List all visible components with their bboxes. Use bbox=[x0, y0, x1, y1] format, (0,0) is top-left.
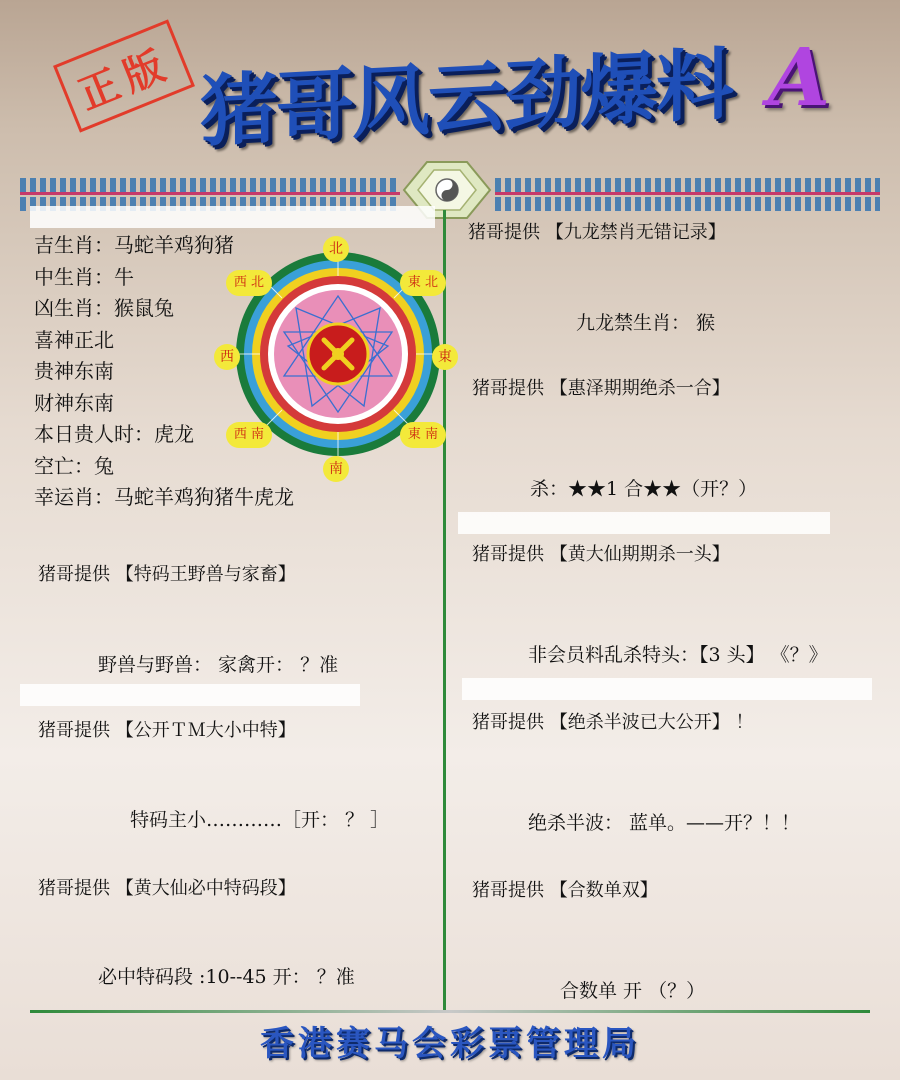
compass-east: 東 bbox=[432, 344, 458, 370]
section-body: 杀：★★1 合★★（开？） bbox=[530, 478, 758, 500]
section-body: 野兽与野兽： 家禽开： ？准 bbox=[98, 654, 339, 676]
section-header: 猪哥提供 【特码王野兽与家畜】 bbox=[38, 564, 296, 585]
compass-northeast: 東 北 bbox=[400, 270, 446, 296]
section-header: 猪哥提供 【绝杀半波已大公开】 ！ bbox=[472, 712, 754, 733]
almanac-line: 幸运肖：马蛇羊鸡狗猪牛虎龙 bbox=[34, 485, 294, 509]
section-body: 非会员料乱杀特头：【3 头】 《？》 bbox=[528, 644, 828, 666]
almanac-line: 本日贵人时：虎龙 bbox=[34, 422, 194, 446]
almanac-line: 喜神正北 bbox=[34, 327, 114, 352]
section-header: 猪哥提供 【公开ＴＭ大小中特】 bbox=[38, 720, 296, 741]
compass-southeast: 東 南 bbox=[400, 422, 446, 448]
section-body: 绝杀半波： 蓝单。——开？！！ bbox=[528, 812, 801, 834]
edition-letter: A bbox=[768, 30, 831, 124]
band bbox=[30, 206, 435, 228]
section-header: 猪哥提供 【惠泽期期绝杀一合】 bbox=[472, 378, 730, 399]
almanac-line: 吉生肖：马蛇羊鸡狗猪 bbox=[34, 233, 234, 257]
compass-southwest: 西 南 bbox=[226, 422, 272, 448]
compass-northwest: 西 北 bbox=[226, 270, 272, 296]
section-header: 猪哥提供 【合数单双】 bbox=[472, 880, 658, 901]
band bbox=[462, 678, 872, 700]
almanac-line: 财神东南 bbox=[34, 390, 114, 415]
band bbox=[20, 684, 360, 706]
page-title: 猪哥风云劲爆料 bbox=[200, 40, 733, 158]
compass-south: 南 bbox=[323, 456, 349, 482]
section-body: 合数单 开 （？） bbox=[560, 980, 706, 1002]
section-body: 九龙禁生肖： 猴 bbox=[576, 312, 716, 334]
section-body: 特码主小…………［开： ？ ］ bbox=[130, 809, 390, 831]
band bbox=[458, 512, 830, 534]
compass-north: 北 bbox=[323, 236, 349, 262]
section-header: 猪哥提供 【九龙禁肖无错记录】 bbox=[468, 222, 726, 243]
section-body: 必中特码段 :10--45 开： ？准 bbox=[98, 966, 355, 988]
footer-divider bbox=[30, 1010, 870, 1013]
almanac-line: 空亡：兔 bbox=[34, 453, 114, 478]
almanac-line: 中生肖：牛 bbox=[34, 264, 134, 289]
footer-title: 香港赛马会彩票管理局 bbox=[260, 1024, 640, 1064]
section-header: 猪哥提供 【黄大仙必中特码段】 bbox=[38, 878, 296, 899]
compass-west: 西 bbox=[214, 344, 240, 370]
almanac-line: 贵神东南 bbox=[34, 359, 114, 383]
authentic-stamp: 正版 bbox=[53, 19, 195, 132]
wave-divider-right bbox=[495, 178, 880, 211]
section-header: 猪哥提供 【黄大仙期期杀一头】 bbox=[472, 544, 730, 565]
almanac-line: 凶生肖：猴鼠兔 bbox=[34, 296, 174, 320]
